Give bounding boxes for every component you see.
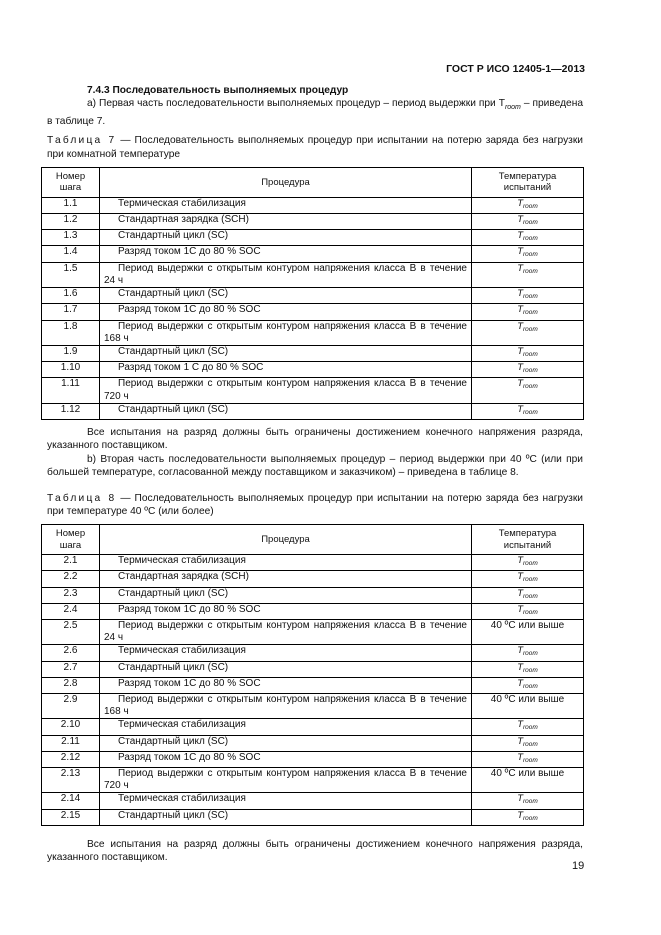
page-number: 19 [572,860,585,872]
table-row [42,719,584,735]
t-room-symbol: $T_{room}$ [517,214,538,227]
temperature-cell [472,661,584,677]
t-room-symbol: $T_{room}$ [517,661,538,674]
t-room-symbol: $T_{room}$ [517,378,538,391]
procedure-text: Период выдержки с открытым контуром напряжения класса В в течение 720 ч [104,378,467,402]
temperature-cell [472,288,584,304]
procedure-text: Стандартный цикл (SC) [118,809,229,821]
table-row [42,197,584,213]
t-room-subscript: room [504,104,521,112]
table-row [42,230,584,246]
step-number: 1.6 [42,288,100,304]
page-content [47,84,583,865]
t-room-subscript: room [523,325,538,333]
t-room-symbol: $T_{room}$ [517,262,538,275]
temperature-cell [472,214,584,230]
step-number: 1.8 [42,320,100,345]
procedure-text: Стандартный цикл (SC) [118,345,229,357]
procedure-cell [100,288,472,304]
temperature-cell: 40 ºС или выше [472,768,584,793]
step-number: 2.14 [42,793,100,809]
procedure-text: Период выдержки с открытым контуром напряжения класса В в течение 168 ч [104,320,467,344]
procedure-column-header: Процедура [100,525,472,555]
table8-header-row [42,525,584,555]
t-room-subscript: room [523,408,538,416]
procedure-cell [100,809,472,825]
step-number: 2.9 [42,694,100,719]
step-column-header: Номер шага [42,525,100,555]
t-room-subscript: room [523,592,538,600]
temperature-cell [472,793,584,809]
step-number: 1.11 [42,378,100,403]
temperature-cell [472,735,584,751]
procedure-cell [100,793,472,809]
t-room-symbol: $T_{room}$ [517,345,538,358]
temperature-cell [472,378,584,403]
table7-caption-text: — Последовательность выполняемых процедур при испытании на потерю заряда без нагрузки при комнатной температуре [47,135,583,160]
temperature-cell [472,320,584,345]
table-row [42,262,584,287]
temperature-cell [472,677,584,693]
t-room-symbol: $T_{room}$ [517,230,538,243]
temperature-cell [472,719,584,735]
procedure-text: Разряд током 1C до 80 % SOC [118,304,261,316]
procedure-cell [100,751,472,767]
table8-label: Таблица 8 [47,492,117,504]
t-room-symbol: $T_{room}$ [517,587,538,600]
t-room-symbol: $T_{room}$ [517,677,538,690]
step-number: 2.12 [42,751,100,767]
t-room-symbol: $T_{room}$ [517,246,538,259]
procedure-text: Стандартный цикл (SC) [118,587,229,599]
step-number: 1.10 [42,362,100,378]
table-row [42,214,584,230]
t-room-subscript: room [523,560,538,568]
temperature-cell [472,751,584,767]
step-number: 1.1 [42,197,100,213]
t-room-subscript: room [523,251,538,259]
t-room-symbol: $T_{room}$ [517,809,538,822]
procedure-cell [100,345,472,361]
t-room-subscript: room [523,576,538,584]
t-room-subscript: room [523,798,538,806]
t-room-symbol: $T_{room}$ [517,320,538,333]
step-number: 1.12 [42,403,100,419]
step-number: 1.7 [42,304,100,320]
table-row [42,378,584,403]
standard-header: ГОСТ Р ИСО 12405-1—2013 [446,63,585,75]
t-room-symbol: $T_{room}$ [517,362,538,375]
t-room-symbol: $T_{room}$ [517,735,538,748]
table-row [42,362,584,378]
procedure-cell [100,230,472,246]
t-room-subscript: room [523,235,538,243]
t-room-subscript: room [523,608,538,616]
table-row [42,403,584,419]
table8-caption-text: — Последовательность выполняемых процедур при испытании на потерю заряда без нагрузки при температуре 40 ºС (или более) [47,492,583,517]
t-room-symbol: $T_{room}$ [517,288,538,301]
procedure-text: Период выдержки с открытым контуром напряжения класса В в течение 24 ч [104,262,467,286]
step-number: 2.7 [42,661,100,677]
t-room-symbol: $T_{room}$ [517,751,538,764]
step-number: 2.1 [42,555,100,571]
t-room-subscript: room [523,309,538,317]
table-8 [41,524,584,825]
temperature-cell [472,362,584,378]
t-room-subscript: room [523,666,538,674]
procedure-text: Стандартный цикл (SC) [118,230,229,242]
procedure-text: Термическая стабилизация [118,793,246,805]
table-row [42,793,584,809]
step-number: 2.3 [42,587,100,603]
table-row [42,288,584,304]
procedure-text: Разряд током 1C до 80 % SOC [118,603,261,615]
table-row [42,751,584,767]
temperature-cell [472,587,584,603]
procedure-text: Стандартный цикл (SC) [118,288,229,300]
procedure-cell [100,661,472,677]
procedure-cell [100,735,472,751]
temperature-cell [472,403,584,419]
table-row [42,694,584,719]
table7-label: Таблица 7 [47,135,117,147]
temperature-cell [472,246,584,262]
t-room-subscript: room [523,350,538,358]
t-room-symbol: $T_{room}$ [517,555,538,568]
table-row [42,661,584,677]
temperature-cell [472,304,584,320]
temperature-cell [472,345,584,361]
procedure-cell [100,304,472,320]
step-number: 2.5 [42,619,100,644]
step-number: 2.2 [42,571,100,587]
procedure-text: Период выдержки с открытым контуром напряжения класса В в течение 168 ч [104,694,467,718]
procedure-cell [100,719,472,735]
t-room-subscript: room [523,293,538,301]
t-room-symbol: $T_{room}$ [517,793,538,806]
t-room-symbol: $T_{room}$ [517,197,538,210]
procedure-text: Период выдержки с открытым контуром напряжения класса В в течение 24 ч [104,619,467,644]
t-room-symbol: $T_{room}$ [517,603,538,616]
table-row [42,619,584,644]
temperature-column-header: Температура испытаний [472,525,584,555]
temperature-cell [472,571,584,587]
procedure-cell [100,262,472,287]
temperature-cell [472,262,584,287]
table-row [42,603,584,619]
t-room-subscript: room [523,202,538,210]
table-row [42,587,584,603]
step-number: 2.11 [42,735,100,751]
temperature-cell: 40 ºС или выше [472,619,584,644]
procedure-text: Стандартный цикл (SC) [118,735,229,747]
table7-caption [47,134,583,161]
table7-header-row [42,168,584,198]
temperature-cell [472,197,584,213]
intro-b-paragraph: b) Вторая часть последовательности выполняемых процедур – период выдержки при 40 ºС (или при большей температуре, согласованной между поставщиком и заказчиком) – приведена в таблице 8. [47,453,583,479]
procedure-cell [100,403,472,419]
t-room-subscript: room [523,383,538,391]
t-room-subscript: room [523,367,538,375]
procedure-cell [100,694,472,719]
procedure-cell [100,555,472,571]
t-room-subscript: room [523,740,538,748]
temperature-column-header: Температура испытаний [472,168,584,198]
section-title: 7.4.3 Последовательность выполняемых процедур [87,85,349,96]
step-number: 2.13 [42,768,100,793]
t-room-subscript: room [523,814,538,822]
table7-note: Все испытания на разряд должны быть ограничены достижением конечного напряжения разряда, указанного поставщиком. [47,426,583,452]
step-number: 1.5 [42,262,100,287]
step-number: 1.9 [42,345,100,361]
intro-a-paragraph: а) Первая часть последовательности выполняемых процедур – период выдержки при $T_{room}$ – приведена в таблице 7. [47,98,584,127]
procedure-text: Разряд током 1C до 80 % SOC [118,246,261,258]
procedure-text: Разряд током 1C до 80 % SOC [118,677,261,689]
procedure-cell [100,378,472,403]
temperature-cell [472,603,584,619]
table-row [42,246,584,262]
table-row [42,809,584,825]
procedure-cell [100,587,472,603]
table8-note: Все испытания на разряд должны быть ограничены достижением конечного напряжения разряда, указанного поставщиком. [47,838,583,864]
t-room-symbol: $T_{room}$ [517,719,538,732]
t-room-subscript: room [523,682,538,690]
procedure-text: Стандартная зарядка (SCH) [118,571,249,583]
procedure-text: Термическая стабилизация [118,719,246,731]
procedure-cell [100,645,472,661]
t-room-symbol: $T_{room}$ [517,571,538,584]
t-room-subscript: room [523,219,538,227]
procedure-cell [100,320,472,345]
step-number: 2.15 [42,809,100,825]
procedure-cell [100,571,472,587]
procedure-cell [100,677,472,693]
procedure-cell [100,246,472,262]
t-room-subscript: room [523,267,538,275]
step-number: 1.3 [42,230,100,246]
temperature-cell: 40 ºС или выше [472,694,584,719]
t-room-symbol: $T_{room}$ [517,403,538,416]
procedure-text: Стандартная зарядка (SCH) [118,214,249,226]
procedure-cell [100,603,472,619]
step-number: 2.8 [42,677,100,693]
step-number: 2.4 [42,603,100,619]
step-number: 1.2 [42,214,100,230]
procedure-text: Стандартный цикл (SC) [118,661,229,673]
t-room-subscript: room [523,650,538,658]
procedure-cell [100,197,472,213]
procedure-cell [100,768,472,793]
procedure-text: Термическая стабилизация [118,555,246,567]
step-column-header: Номер шага [42,168,100,198]
t-room-symbol: $T_{room}$ [517,304,538,317]
temperature-cell [472,230,584,246]
step-number: 1.4 [42,246,100,262]
table-row [42,571,584,587]
t-room-subscript: room [523,756,538,764]
table-row [42,320,584,345]
table-row [42,735,584,751]
step-number: 2.6 [42,645,100,661]
procedure-cell [100,214,472,230]
table-row [42,304,584,320]
table-7 [41,167,584,420]
procedure-text: Разряд током 1 C до 80 % SOC [118,362,264,374]
table-row [42,768,584,793]
procedure-cell [100,362,472,378]
procedure-cell [100,619,472,644]
table-row [42,677,584,693]
procedure-column-header: Процедура [100,168,472,198]
table-row [42,555,584,571]
t-room-subscript: room [523,724,538,732]
t-room-symbol: $T_{room}$ [517,645,538,658]
table8-caption [47,492,583,519]
procedure-text: Период выдержки с открытым контуром напряжения класса В в течение 720 ч [104,768,467,792]
temperature-cell [472,645,584,661]
table-row [42,345,584,361]
table-row [42,645,584,661]
temperature-cell [472,809,584,825]
procedure-text: Термическая стабилизация [118,197,246,209]
procedure-text: Разряд током 1C до 80 % SOC [118,751,261,763]
temperature-cell [472,555,584,571]
procedure-text: Стандартный цикл (SC) [118,403,229,415]
step-number: 2.10 [42,719,100,735]
procedure-text: Термическая стабилизация [118,645,246,657]
